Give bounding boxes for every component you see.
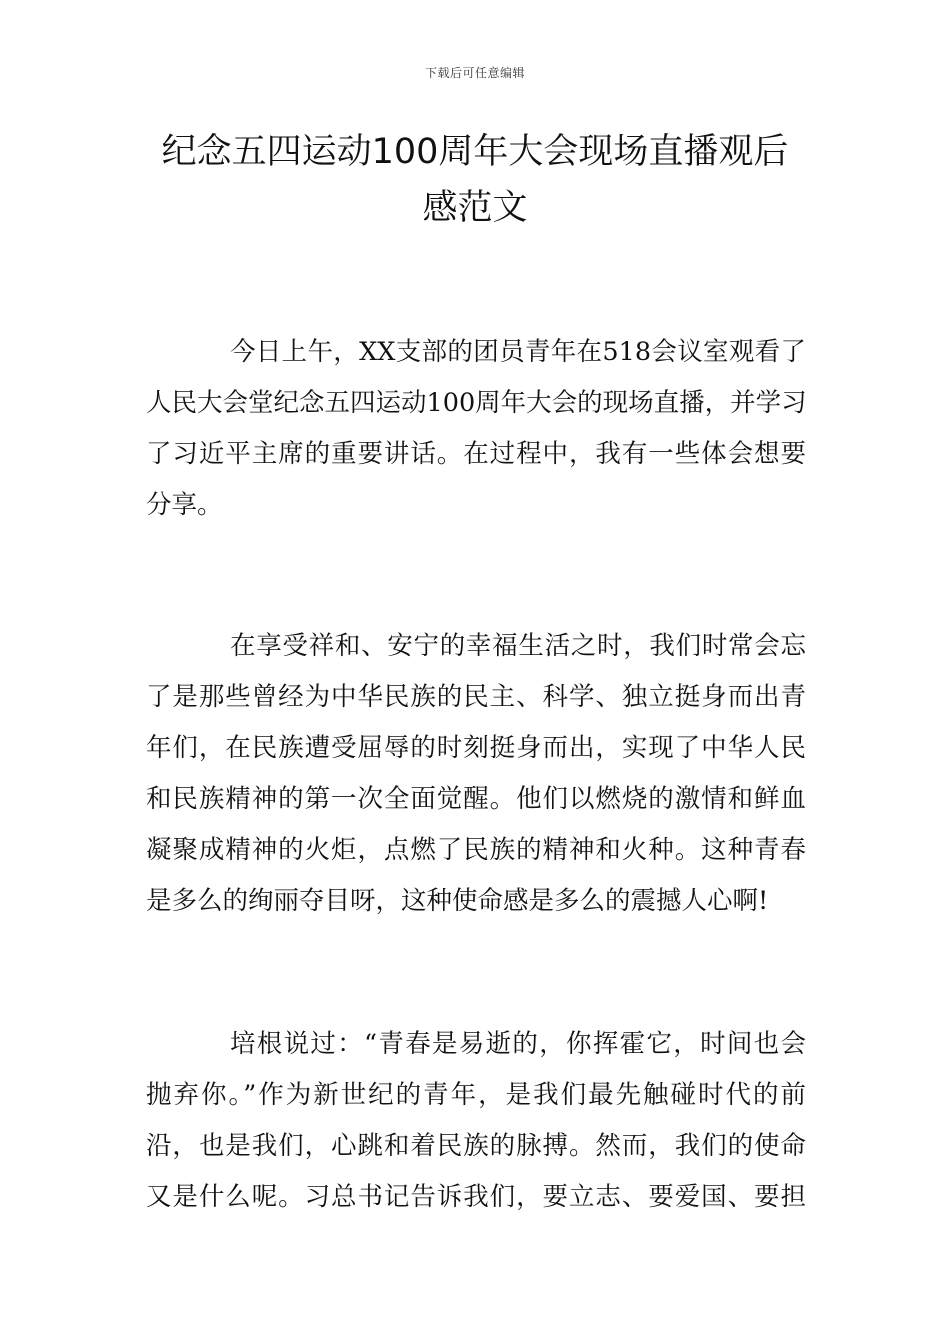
paragraph-line: 凝聚成精神的火炬，点燃了民族的精神和火种。这种青春 <box>146 835 806 865</box>
paragraph-2 <box>146 621 806 927</box>
paragraph-1 <box>146 327 806 531</box>
paragraph-line: 和民族精神的第一次全面觉醒。他们以燃烧的激情和鲜血 <box>146 784 806 814</box>
paragraph-line: 沿，也是我们，心跳和着民族的脉搏。然而，我们的使命 <box>146 1131 806 1161</box>
paragraph-line: 抛弃你。”作为新世纪的青年，是我们最先触碰时代的前 <box>146 1080 806 1110</box>
paragraph-line: 今日上午，XX支部的团员青年在518会议室观看了 <box>230 337 806 367</box>
document-title <box>150 124 800 236</box>
paragraph-line: 又是什么呢。习总书记告诉我们，要立志、要爱国、要担 <box>146 1182 806 1212</box>
paragraph-line: 了是那些曾经为中华民族的民主、科学、独立挺身而出青 <box>146 682 806 712</box>
paragraph-line: 分享。 <box>146 490 223 520</box>
paragraph-line: 了习近平主席的重要讲话。在过程中，我有一些体会想要 <box>146 439 806 469</box>
paragraph-3 <box>146 1019 806 1223</box>
paragraph-line: 是多么的绚丽夺目呀，这种使命感是多么的震撼人心啊! <box>146 886 769 916</box>
paragraph-line: 人民大会堂纪念五四运动100周年大会的现场直播，并学习 <box>146 388 807 418</box>
paragraph-line: 年们，在民族遭受屈辱的时刻挺身而出，实现了中华人民 <box>146 733 806 763</box>
paragraph-line: 培根说过：“青春是易逝的，你挥霍它，时间也会 <box>230 1029 806 1059</box>
title-line: 纪念五四运动100周年大会现场直播观后 <box>161 132 789 172</box>
title-line: 感范文 <box>422 188 528 228</box>
paragraph-line: 在享受祥和、安宁的幸福生活之时，我们时常会忘 <box>230 631 806 661</box>
header-note: 下载后可任意编辑 <box>424 66 525 80</box>
